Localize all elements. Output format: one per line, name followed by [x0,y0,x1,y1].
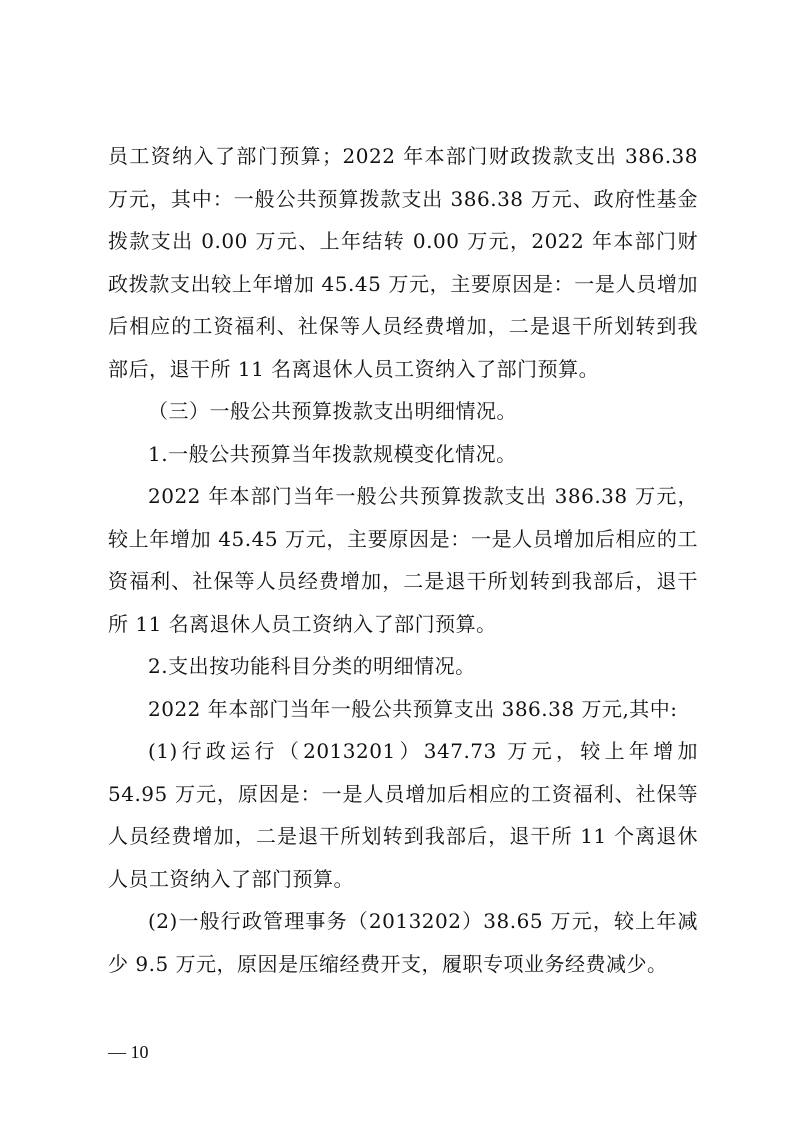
subheading-2: 2.支出按功能科目分类的明细情况。 [148,654,476,678]
paragraph-item-1: (1)行政运行（2013201）347.73 万元，较上年增加 54.95 万元，原因是：一是人员增加后相应的工资福利、社保等人员经费增加，二是退干所划转到我部后，退干所 11 个离退休人员工资纳入了部门预算。 [108,739,698,891]
document-body [108,135,698,985]
page-number: — 10 [108,1042,149,1062]
paragraph-expenditure-total: 2022 年本部门当年一般公共预算支出 386.38 万元,其中: [148,696,678,721]
subheading-1: 1.一般公共预算当年拨款规模变化情况。 [148,441,517,466]
section-heading-3: （三）一般公共预算拨款支出明细情况。 [148,399,517,423]
paragraph-continuation: 员工资纳入了部门预算；2022 年本部门财政拨款支出 386.38 万元，其中：一般公共预算拨款支出 386.38 万元、政府性基金拨款支出 0.00 万元、上年结转 0.00 万元，2022 年本部门财政拨款支出较上年增加 45.45 万元，主要原因是：一是人员增加后相应的工资福利、社保等人员经费增加，二是退干所划转到我部后，退干所 11 名离退休人员工资纳入了部门预算。 [108,144,698,381]
paragraph-item-2: (2)一般行政管理事务（2013202）38.65 万元，较上年减少 9.5 万元，原因是压缩经费开支，履职专项业务经费减少。 [108,909,698,976]
paragraph-budget-change: 2022 年本部门当年一般公共预算拨款支出 386.38 万元，较上年增加 45.45 万元，主要原因是：一是人员增加后相应的工资福利、社保等人员经费增加，二是退干所划转到我部后，退干所 11 名离退休人员工资纳入了部门预算。 [108,484,698,636]
